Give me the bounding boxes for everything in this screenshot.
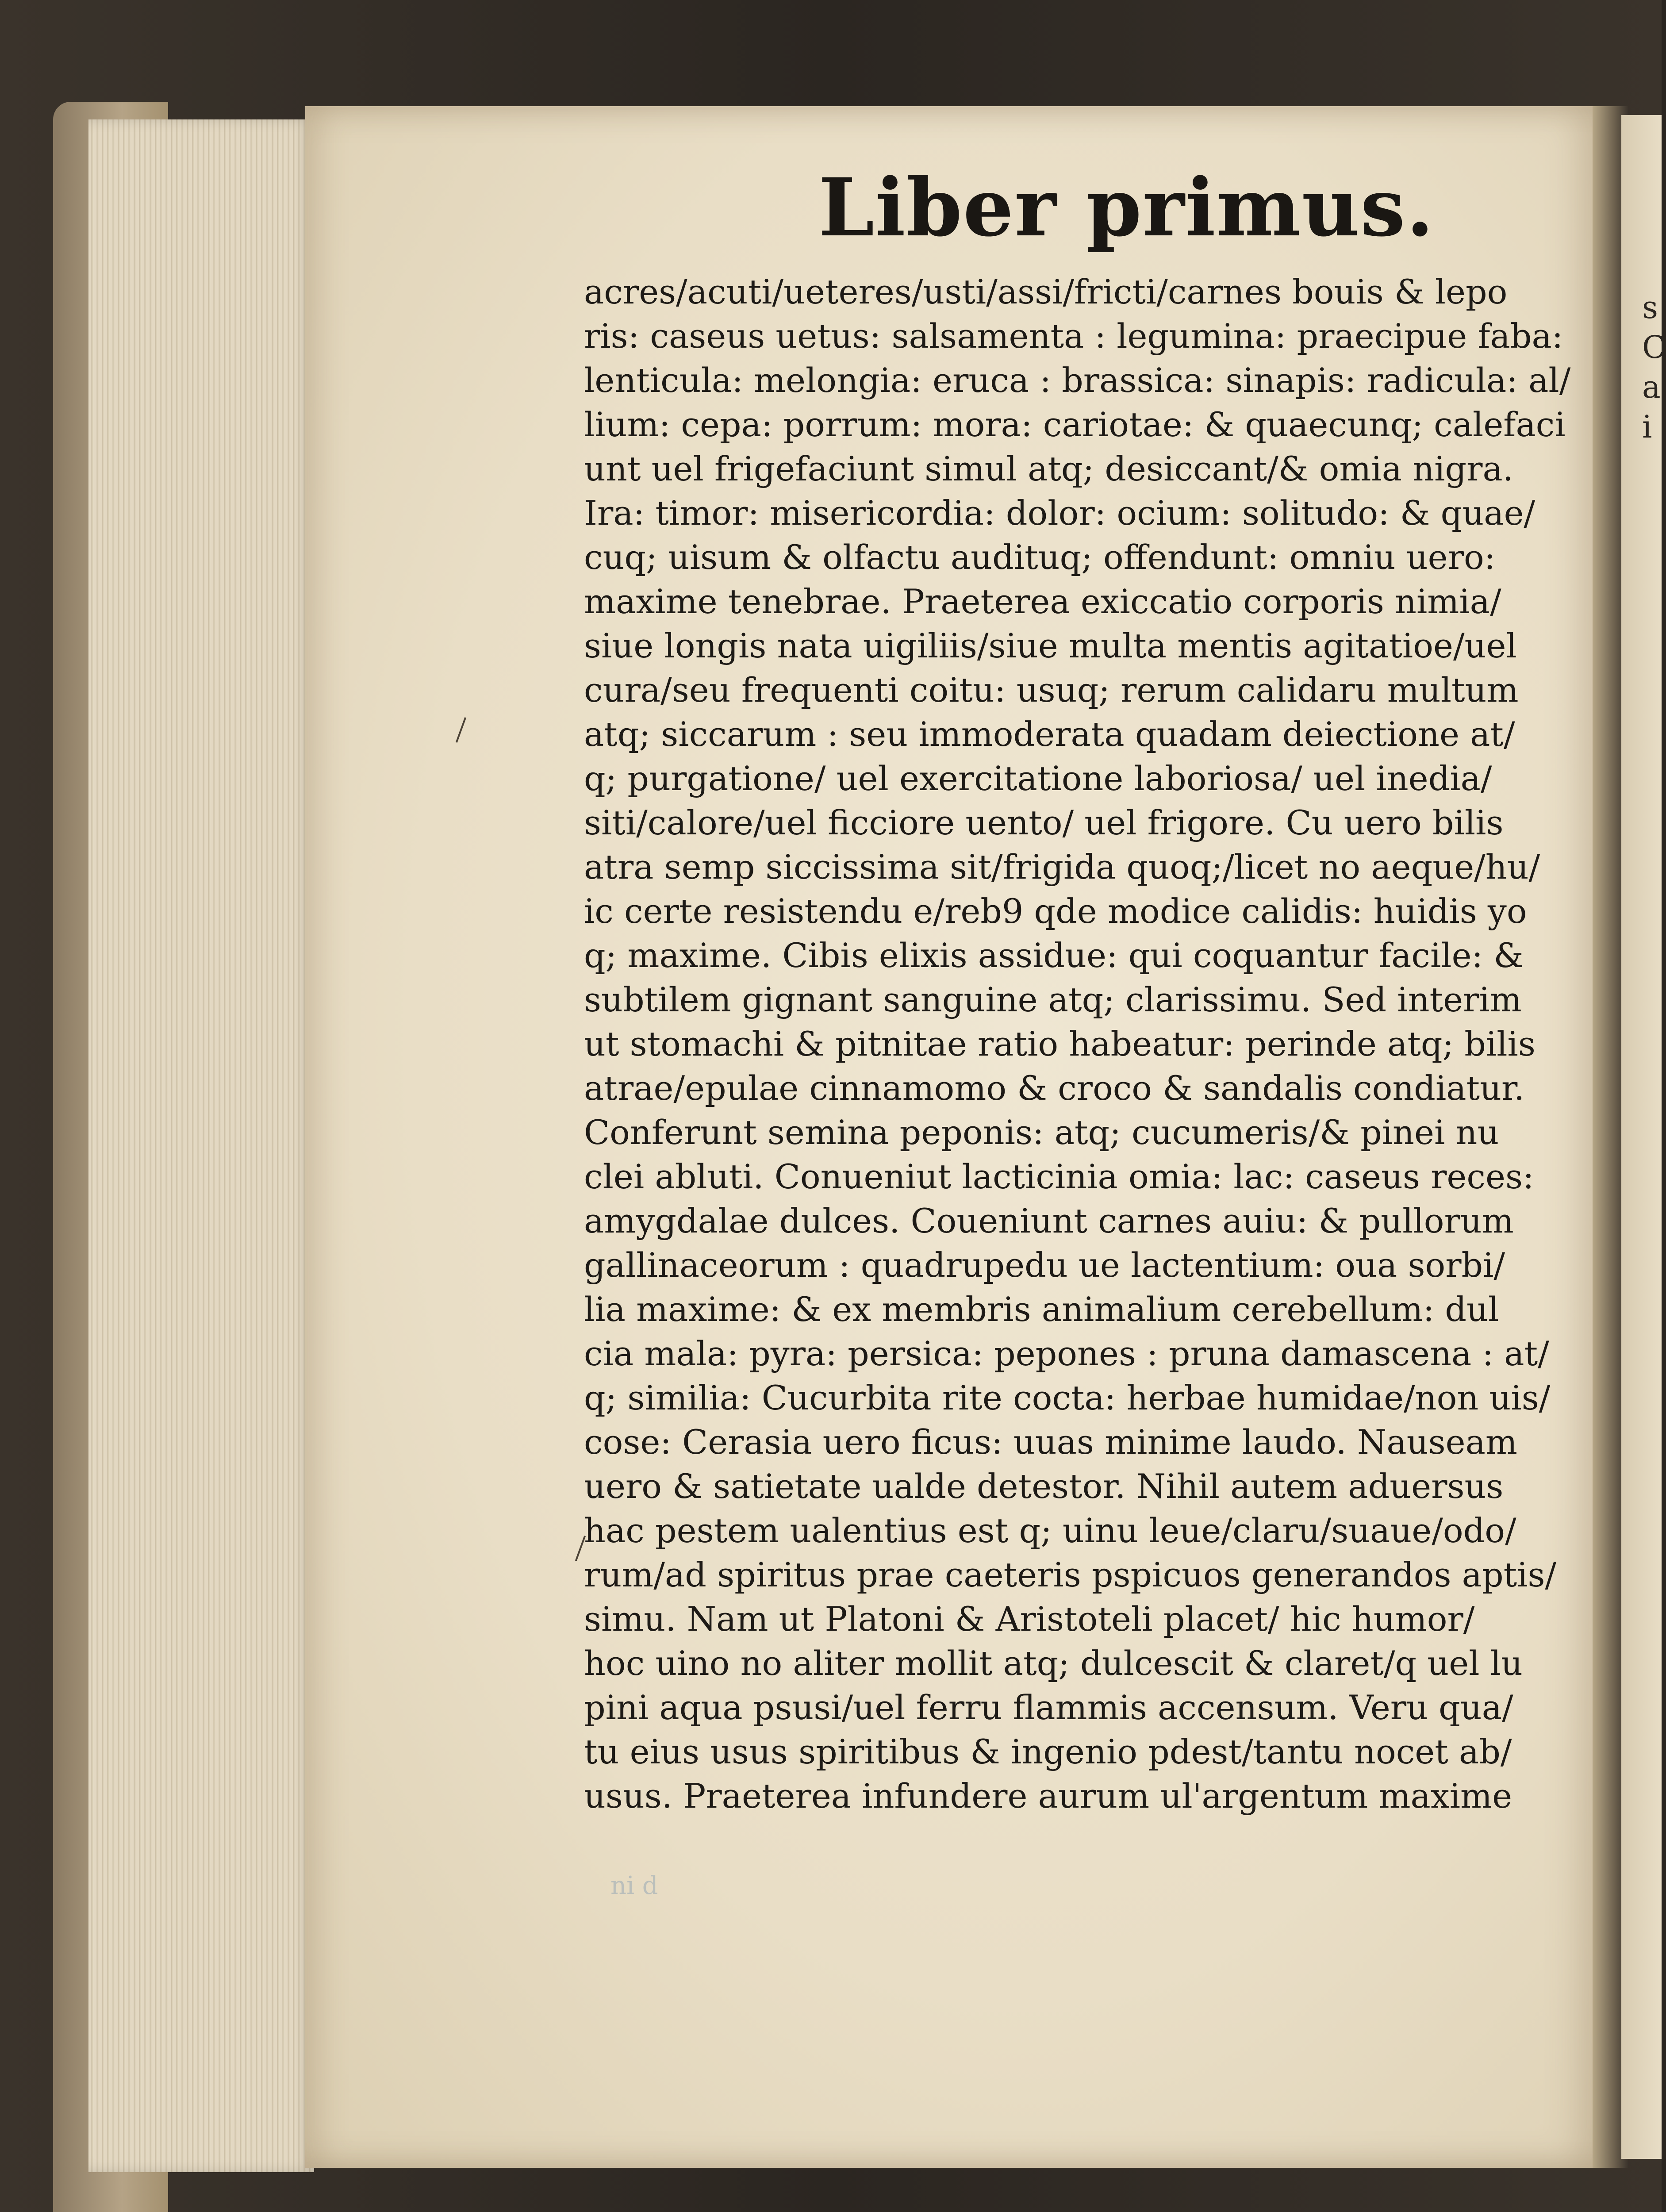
text-line: Conferunt semina peponis: atq; cucumeris/& pinei nu (584, 1113, 1499, 1152)
text-line: ut stomachi & pitnitae ratio habeatur: perinde atq; bilis (584, 1024, 1535, 1064)
text-line: hac pestem ualentius est q; uinu leue/claru/suaue/odo/ (584, 1511, 1516, 1550)
signature-mark: ni d (610, 1871, 658, 1900)
text-line: cose: Cerasia uero ficus: uuas minime laudo. Nauseam (584, 1422, 1518, 1462)
text-line: q; purgatione/ uel exercitatione laboriosa/ uel inedia/ (584, 759, 1492, 798)
text-line: atrae/epulae cinnamomo & croco & sandalis condiatur. (584, 1068, 1525, 1108)
text-line: Ira: timor: misericordia: dolor: ocium: solitudo: & quae/ (584, 493, 1535, 533)
text-line: atra semp siccissima sit/frigida quoq;/licet no aeque/hu/ (584, 847, 1540, 887)
text-line: gallinaceorum : quadrupedu ue lactentium: oua sorbi/ (584, 1245, 1505, 1285)
text-line: siue longis nata uigiliis/siue multa mentis agitatioe/uel (584, 626, 1517, 665)
text-line: ris: caseus uetus: salsamenta : legumina: praecipue faba: (584, 316, 1563, 356)
text-line: amygdalae dulces. Coueniunt carnes auiu: & pullorum (584, 1201, 1514, 1240)
main-text-block (584, 270, 1571, 1818)
text-line: q; maxime. Cibis elixis assidue: qui coquantur facile: & (584, 936, 1524, 975)
text-line: atq; siccarum : seu immoderata quadam deiectione at/ (584, 714, 1515, 754)
text-line: acres/acuti/ueteres/usti/assi/fricti/carnes bouis & lepo (584, 272, 1508, 311)
text-line: cia mala: pyra: persica: pepones : pruna damascena : at/ (584, 1334, 1549, 1373)
text-line: lia maxime: & ex membris animalium cerebellum: dul (584, 1290, 1499, 1329)
text-line: hoc uino no aliter mollit atq; dulcescit & claret/q uel lu (584, 1644, 1523, 1683)
text-line: cuq; uisum & olfactu audituq; offendunt: omniu uero: (584, 538, 1496, 577)
running-head: Liber primus. (818, 161, 1435, 254)
text-line: cura/seu frequenti coitu: usuq; rerum calidaru multum (584, 670, 1519, 710)
text-line: q; similia: Cucurbita rite cocta: herbae humidae/non uis/ (584, 1378, 1551, 1417)
text-line: maxime tenebrae. Praeterea exiccatio corporis nimia/ (584, 582, 1501, 621)
right-page-text-fragment: s C a i (1642, 289, 1666, 445)
text-line: usus. Praeterea infundere aurum ul'argentum maxime (584, 1776, 1512, 1816)
text-line: subtilem gignant sanguine atq; clarissimu. Sed interim (584, 980, 1522, 1019)
text-line: uero & satietate ualde detestor. Nihil autem aduersus (584, 1467, 1504, 1506)
text-line: lium: cepa: porrum: mora: cariotae: & quaecunq; calefaci (584, 405, 1566, 444)
text-line: ic certe resistendu e/reb9 qde modice calidis: huidis yo (584, 891, 1527, 931)
text-line: simu. Nam ut Platoni & Aristoteli placet/ hic humor/ (584, 1599, 1475, 1639)
text-line: rum/ad spiritus prae caeteris pspicuos generandos aptis/ (584, 1555, 1557, 1594)
text-line: siti/calore/uel ficciore uento/ uel frigore. Cu uero bilis (584, 803, 1504, 842)
text-line: tu eius usus spiritibus & ingenio pdest/tantu nocet ab/ (584, 1732, 1512, 1771)
text-line: clei abluti. Conueniut lacticinia omia: lac: caseus reces: (584, 1157, 1534, 1196)
page-fore-edge-stack (88, 119, 314, 2172)
text-line: unt uel frigefaciunt simul atq; desiccant/& omia nigra. (584, 449, 1513, 488)
text-line: lenticula: melongia: eruca : brassica: sinapis: radicula: al/ (584, 361, 1571, 400)
text-line: pini aqua psusi/uel ferru flammis accensum. Veru qua/ (584, 1688, 1513, 1727)
